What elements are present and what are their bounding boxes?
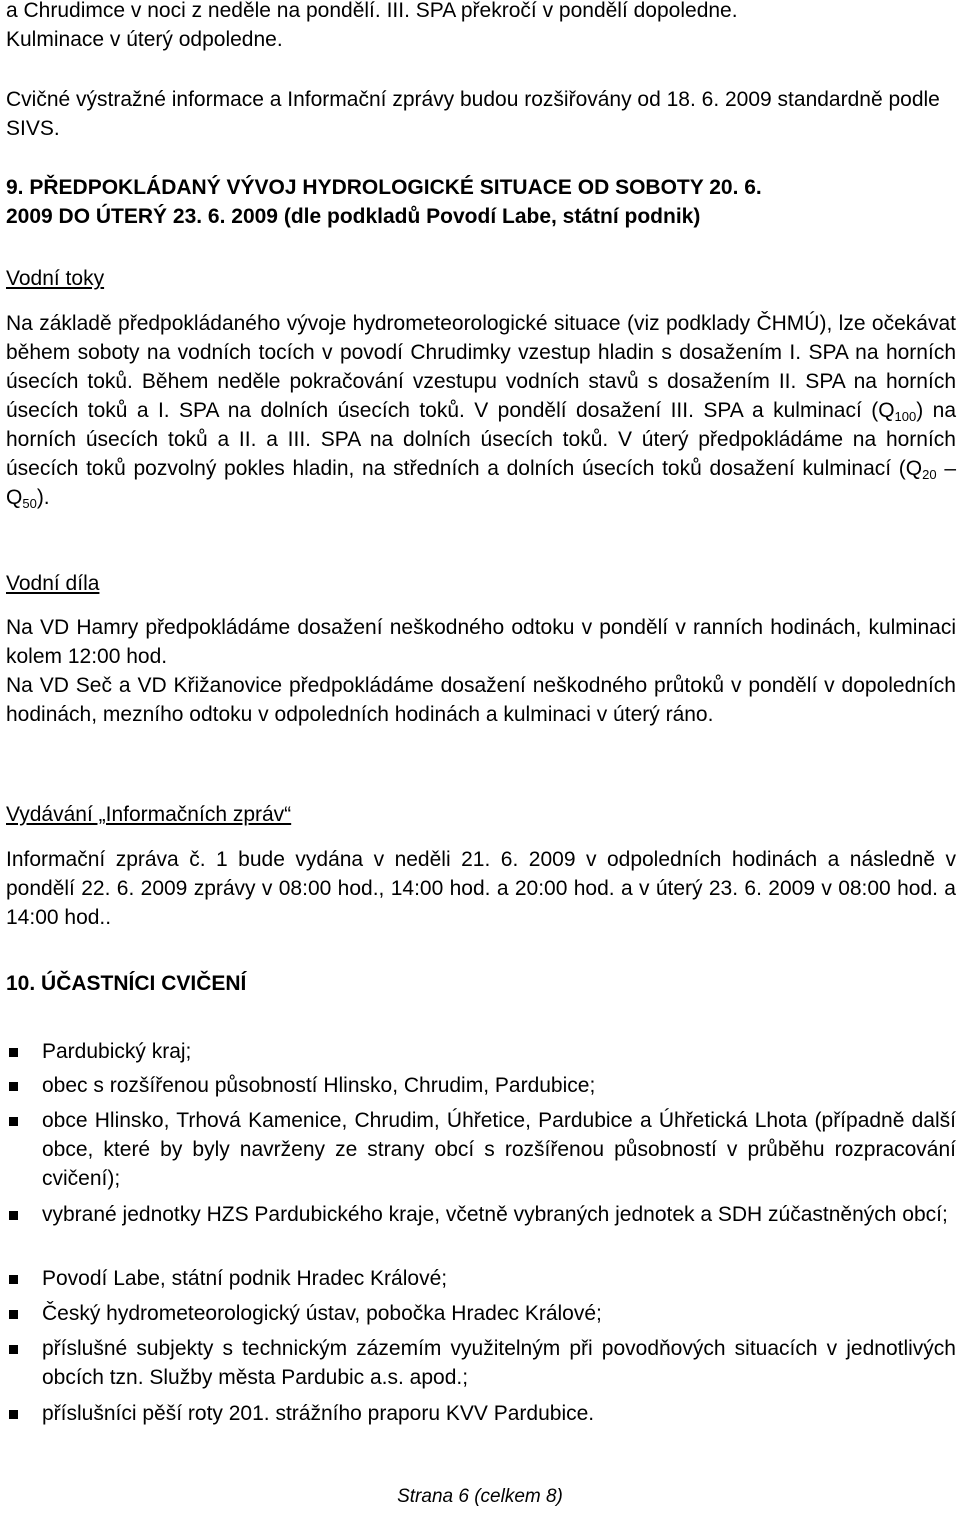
intro-line-2: Kulminace v úterý odpoledne. xyxy=(6,28,283,51)
list-item: příslušníci pěší roty 201. strážního praporu KVV Pardubice. xyxy=(6,1399,956,1428)
vodni-dila-paragraph-2: Na VD Seč a VD Křižanovice předpokládáme dosažení neškodného průtoků v pondělí v dopoledních hodinách, mezního odtoku v odpoledních hodinách a kulminaci v úterý ráno. xyxy=(6,674,956,726)
square-bullet-icon xyxy=(9,1345,18,1354)
list-item: vybrané jednotky HZS Pardubického kraje, včetně vybraných jednotek a SDH zúčastněných obcí; xyxy=(6,1200,956,1229)
square-bullet-icon xyxy=(9,1048,18,1057)
vodni-dila-paragraph-1: Na VD Hamry předpokládáme dosažení neškodného odtoku v pondělí v ranních hodinách, kulminaci kolem 12:00 hod. xyxy=(6,616,956,668)
vydavani-paragraph: Informační zpráva č. 1 bude vydána v neděli 21. 6. 2009 v odpoledních hodinách a následně v pondělí 22. 6. 2009 zprávy v 08:00 hod., 14:00 hod. a 20:00 hod. a v úterý 23. 6. 2009 v 08:00 hod. a 14:00 hod.. xyxy=(6,848,956,929)
square-bullet-icon xyxy=(9,1310,18,1319)
list-item: Český hydrometeorologický ústav, pobočka Hradec Králové; xyxy=(6,1299,956,1328)
list-item: obce Hlinsko, Trhová Kamenice, Chrudim, Úhřetice, Pardubice a Úhřetická Lhota (případně další obce, které by byly navrženy ze strany obcí s rozšířenou působností v průběhu rozpracování cvičení); xyxy=(6,1106,956,1193)
vodni-toky-title: Vodní toky xyxy=(6,267,105,290)
vodni-toky-text-3: – Q xyxy=(6,457,956,509)
section-9-heading xyxy=(6,173,956,231)
q20-subscript: 20 xyxy=(922,467,937,482)
list-item: Pardubický kraj; xyxy=(6,1037,956,1066)
vodni-toky-text-4: ). xyxy=(36,486,50,509)
intro-line-1: a Chrudimce v noci z neděle na pondělí. III. SPA překročí v pondělí dopoledne. xyxy=(6,0,738,22)
intro-paragraph xyxy=(6,0,956,54)
list-item: příslušné subjekty s technickým zázemím využitelným při povodňových situacích v jednotlivých obcích tzn. Služby města Pardubic a.s. apod.; xyxy=(6,1334,956,1392)
vodni-dila-title: Vodní díla xyxy=(6,572,100,595)
section-9-heading-line-2: 2009 DO ÚTERÝ 23. 6. 2009 (dle podkladů Povodí Labe, státní podnik) xyxy=(6,205,701,228)
vodni-toky-text-1: Na základě předpokládaného vývoje hydrometeorologické situace (viz podklady ČHMÚ), lze očekávat během soboty na vodních tocích v povodí Chrudimky vzestup hladin s dosažením I. SPA na horních úsecích toků. Během neděle pokračování vzestupu vodních stavů s dosažením II. SPA na horních úsecích toků a I. SPA na dolních úsecích toků. V pondělí dosažení III. SPA a kulminací (Q xyxy=(6,312,956,422)
square-bullet-icon xyxy=(9,1410,18,1419)
square-bullet-icon xyxy=(9,1211,18,1220)
page-footer: Strana 6 (celkem 8) xyxy=(397,1486,563,1507)
square-bullet-icon xyxy=(9,1117,18,1126)
vydavani-title: Vydávání „Informačních zpráv“ xyxy=(6,803,292,826)
q50-subscript: 50 xyxy=(22,496,37,511)
list-item: obec s rozšířenou působností Hlinsko, Chrudim, Pardubice; xyxy=(6,1071,956,1100)
notice-paragraph: Cvičné výstražné informace a Informační zprávy budou rozšiřovány od 18. 6. 2009 standardně podle SIVS. xyxy=(6,88,940,140)
list-item: Povodí Labe, státní podnik Hradec Králové; xyxy=(6,1264,956,1293)
square-bullet-icon xyxy=(9,1082,18,1091)
q100-subscript: 100 xyxy=(894,409,917,424)
square-bullet-icon xyxy=(9,1275,18,1284)
vodni-toky-text-2: ) na horních úsecích toků a II. a III. SPA na dolních úsecích toků. V úterý předpokládáme na horních úsecích toků pozvolný pokles hladin, na středních a dolních úsecích toků dosažení kulminací (Q xyxy=(6,399,956,480)
section-10-heading: 10. ÚČASTNÍCI CVIČENÍ xyxy=(6,972,247,995)
section-9-heading-line-1: 9. PŘEDPOKLÁDANÝ VÝVOJ HYDROLOGICKÉ SITUACE OD SOBOTY 20. 6. xyxy=(6,176,762,199)
vodni-toky-paragraph xyxy=(6,309,956,512)
